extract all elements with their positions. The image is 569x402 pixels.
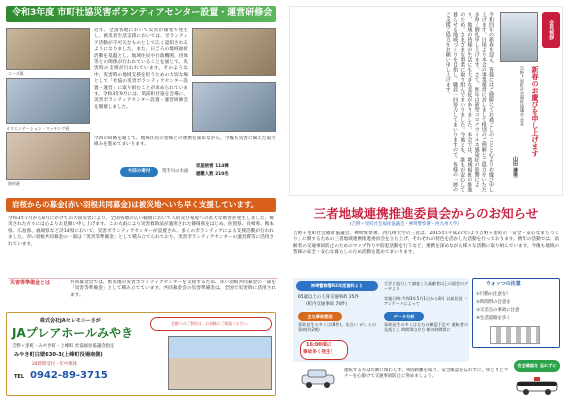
greeting-badge: 会長挨拶 [542, 12, 560, 48]
results-text: 筑⼿川の⽔面 [162, 169, 189, 174]
stat2b: 実施日時:令和3年5月1日から8月 以前状況 ・アンケートによって [384, 296, 468, 306]
main-text: 事故発生の多くは(8件)。出合い がしらの事故(約2割) [298, 322, 376, 332]
stat1b: (町内交通事故 74件) [306, 302, 348, 307]
left-top-paragraph2: 今回の研修を通じて、地域住民の皆様との連携を深めながら、今後も災害に備えた取り組みを進めてまいります。 [94, 136, 276, 148]
caption-orientation: オリエンテーション・マッチング班 [6, 126, 70, 131]
ad-address1: 吉野ヶ里町・みやき町・上峰町 社協福祉協議会指定 [12, 344, 115, 349]
safety-bubble: 安全確認を 忘れずに [514, 360, 560, 372]
photo-materials [6, 132, 90, 180]
result-line2: 避難人数 210名 [196, 172, 229, 177]
ad-brand: JAプレアホールみやき [12, 326, 134, 340]
left-top-paragraph: 近年、全国各地において災害が頻発で発生し、被災者生活支援においては、ボランティア活動が不可欠なものとして広く認知されるようになりました。また、日ごろの地域福祉活動を基盤とし、地域住民や行政機関、団体等との関係が行われていることを通じて、災害時の支援が行われています。そのような中、災害時の地域支援を担うための大切な場として「社協の災害ボランティアセンター設置・運営」に取り組むことが求められています。令和3年9月には、筑前町社協を会場に、災害ボランティアセンター設置・運営研修会を開催しました。 [94, 28, 188, 110]
ad-tel-label: TEL [14, 374, 25, 380]
greeting-org: 吉野ヶ里町社会福祉協議会 会長 [520, 66, 525, 126]
photo-group [192, 82, 276, 132]
caution-item-1: ①行動の注意を! [476, 292, 509, 297]
ad-building-photo [168, 336, 272, 390]
ad-company: 株式会社JAセレモニーさが [40, 318, 101, 324]
police-car-icon [514, 374, 560, 396]
left-mid-title [6, 198, 276, 212]
notice-bottom: 運転する方は年齢に関わらず、車間距離を取り、安全確認を忘れずに、ゆとりとマナーを心掛けて交通事故防止に努めましょう。 [344, 368, 508, 379]
result-line1: 家屋被害 114棟 [196, 164, 229, 169]
caution-title: ウォッつの注意 [486, 281, 521, 287]
stat2: 大学と協力して調査した高齢者以上の面会のデータより [384, 281, 468, 291]
notice-sub: (吉野ヶ里町社会福祉協議会・神埼警察署・西九州大学) [350, 222, 459, 227]
car-icon [298, 366, 338, 390]
results-label: 今回の寄付 [120, 167, 158, 177]
left-mid-title-text: 岩桜からの募金(赤い羽根共同募金)は被災地へいち早く支援しています。 [12, 200, 259, 210]
chairman-photo [500, 12, 538, 62]
stat1: 65歳以上の人身交通事故 25件 [298, 295, 359, 300]
subhead-text: 共同募金会では、被災地の災害ボランティアセンターを支援するため、赤い羽根共同募金の一部を「災害等準備金」として積み立てています。共同募金会の災害準備金は、全国で災害時に活用されます。 [70, 280, 276, 298]
caution-item-3: ③交差点の事故に注意 [476, 308, 520, 313]
greeting-body: 令和四年の新春を迎え、皆様にはご健勝にてお過ごしのことと心よりお慶び申し上げます。日頃より本会の事業運営に対しまして格別のご理解とご協力をいただき厚く御礼申し上げます。さて、昨年は新型コロナウイルス感染症の影響により、地域の皆様の生活にも大きな変化がありました。本会では、地域福祉の推進のため、さまざまな事業に取り組んでまいりました。今後とも、誰もが安心して暮らせる地域づくりを目指し、職員一同努力してまいりますので、皆様の一層のご支援ご協力をお願い申し上げます。 [444, 12, 494, 192]
crosswalk-icon [490, 326, 540, 344]
caution-item-4: ④生活道路を歩く [476, 316, 511, 321]
left-top-title [6, 6, 276, 22]
ad-address2: みやき町白壁630-3(上峰町役場南側) [14, 352, 103, 358]
photo-needs [6, 28, 90, 70]
time-badge-line1: 16:00頃に [306, 342, 332, 348]
ad-hours: 24時間受付・年中無休 [32, 362, 78, 367]
label-main: 主な事故要因 [298, 312, 342, 321]
left-mid-paragraph: 令和3年7月から8月にかけての大雨災害により、全国各地の広い範囲において人的及び家屋への甚大な被害が発生しました。被災された方々には心よりお見舞い申し上げます。この大雨により災害救助法が適用された静岡県をはじめ、佐賀県、長崎県、熊本県、広島県、福岡県など計14県において、災害ボランティアセンターが設置され、多くのボランティアによる支援活動が行われました。赤い羽根共同募金の一部は「災害等準備金」として積み立てられており、災害ボランティアセンターの運営費等に活用されています。 [8, 216, 274, 247]
time-badge-line2: 事故多く発生！ [303, 350, 336, 355]
caption-materials: 資材班 [8, 181, 20, 186]
ad-bubble-text: 会館へのご利用は、お気軽にご相談ください。 [171, 320, 251, 326]
notice-title: 三者地域連携推進委員会からのお知らせ [313, 206, 539, 221]
stats-title: 神埼警察署R2年度資料より [296, 281, 378, 291]
caution-item-2: ②時間帯の注意を [476, 300, 511, 305]
ad-bubble [150, 317, 272, 331]
left-top-title-text: 令和3年度 市町社協災害ボランティアセンター設置・運営研修会 [12, 8, 273, 19]
subhead: 災害等準備金とは [10, 280, 51, 286]
ad-phone: 0942-89-3715 [30, 370, 108, 381]
label-data: データ分析 [384, 312, 424, 321]
caption-needs: ニーズ班 [8, 71, 24, 76]
photo-orientation [6, 78, 90, 124]
greeting-title: 新春のお慶びを申し上げます [531, 66, 539, 157]
data-text: 事故発生の多くは左右の確認不足や 運転者の見落とし 時間帯は夕方 朝の時間帯に [384, 322, 468, 332]
notice-paragraph: 吉野ヶ里町社会福祉協議会、神埼警察署、西九州大学の三者は、2015年(平成27年)より吉野ヶ里町の「安全・安心なまちづくり」に関するための三者地域連携推進委員会を立ち上げ、それぞれの特色を活かした活動を行っております。例年の活動では、高齢者の交通事故防止のためのマップ作りや防犯活動を行うなど、連携を深めながら様々な活動に取り組んでいます。今後も地域の皆様の安全・安心な暮らしのため活動を進めてまいります。 [293, 231, 559, 256]
photo-meeting [192, 28, 276, 76]
greeting-name: 山田 達男 [512, 156, 518, 178]
